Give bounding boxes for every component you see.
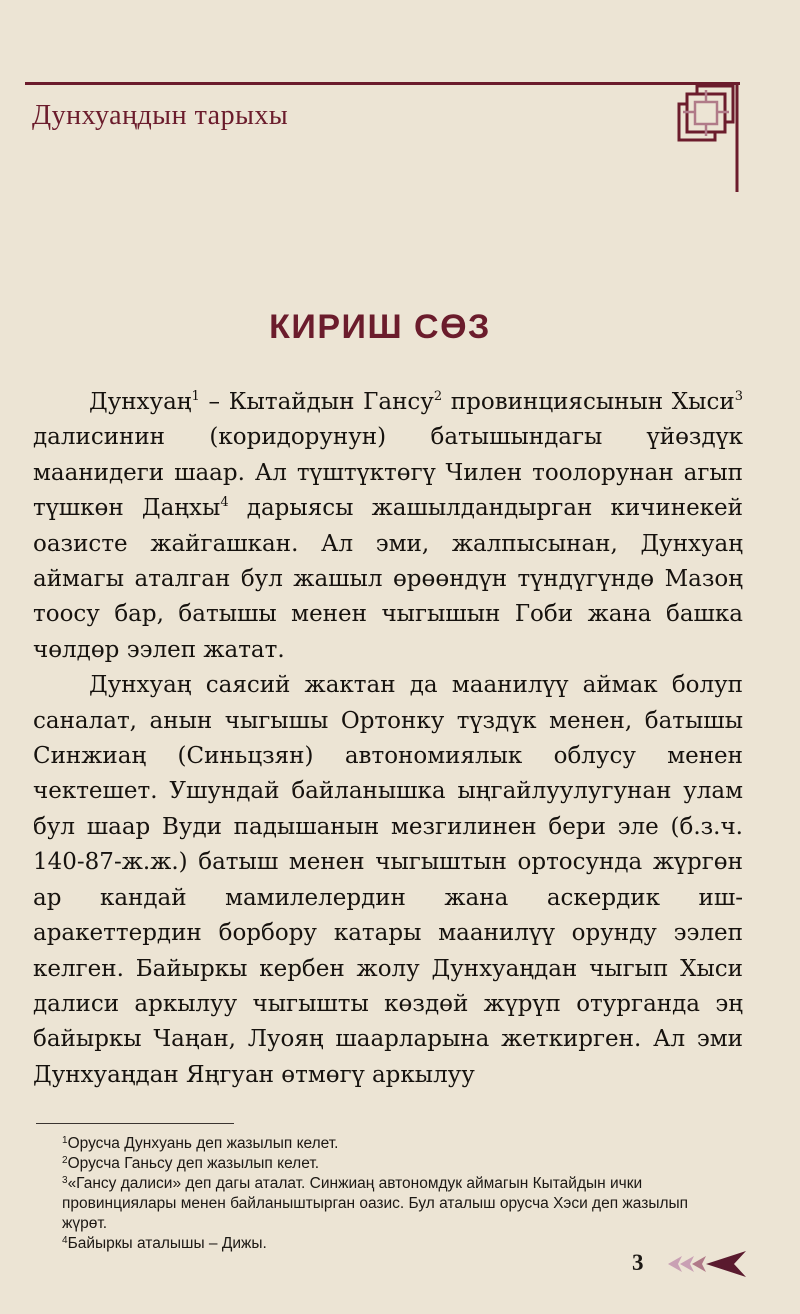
body-text (33, 385, 743, 1093)
footnote-ref-2: 2 (433, 389, 443, 404)
decorative-arrows-icon (658, 1250, 750, 1278)
paragraph-1: Дунхуаң$^1$ – Кытайдын Гансу$^2$ провинциясынын Хыси$^3$ далисинин (коридорунун) батышындагы үйөздүк маанидеги шаар. Ал түштүктөгү Чилен тоолорунан агып түшкөн Даңхы$^4$ дарыясы жашылдандырган кичинекей оазисте жайгашкан. Ал эми, жалпысынан, Дунхуаң аймагы аталган бул жашыл өрөөндүн түндүгүндө Мазоң тоосу бар, батышы менен чыгышын Гоби жана башка чөлдөр ээлеп жатат. (33, 389, 743, 663)
footnote-4: $^4$Байыркы аталышы – Дижы. (62, 1235, 267, 1252)
decorative-knot-ornament-icon (675, 82, 745, 192)
paragraph-2: Дунхуаң саясий жактан да маанилүү аймак болуп саналат, анын чыгышы Ортонку түздүк менен, батышы Синжиаң (Синьцзян) автономиялык облусу менен чектешет. Ушундай байланышка ыңгайлуулугунан улам бул шаар Вуди падышанын мезгилинен бери эле (б.з.ч. 140-87-ж.ж.) батыш менен чыгыштын ортосунда жүргөн ар кандай мамилелердин жана аскердик иш-аракеттердин борбору катары маанилүү орунду ээлеп келген. Байыркы кербен жолу Дунхуаңдан чыгып Хыси далиси аркылуу чыгышты көздөй жүрүп отурганда эң байыркы Чаңан, Луояң шаарларына жеткирген. Ал эми Дунхуаңдан Яңгуан өтмөгү аркылуу (33, 672, 743, 1088)
footnote-3: $^3$«Гансу далиси» деп дагы аталат. Синжиаң автономдук аймагын Кытайдын ички провинциялары менен байланыштырган оазис. Бул аталыш орусча Хэси деп жазылып жүрөт. (62, 1175, 689, 1232)
footnote-ref-3: 3 (734, 389, 743, 404)
page-number: 3 (632, 1250, 644, 1275)
footnote-ref-1: 1 (191, 389, 200, 404)
header-rule (25, 82, 740, 85)
chapter-title: КИРИШ СӨЗ (269, 308, 491, 346)
footnote-2: $^2$Орусча Ганьсу деп жазылып келет. (62, 1155, 320, 1172)
footnote-divider (36, 1123, 234, 1124)
footnotes (62, 1134, 702, 1254)
footnote-ref-4: 4 (220, 495, 229, 511)
running-header-title: Дунхуаңдын тарыхы (32, 100, 289, 131)
footnote-1: $^1$Орусча Дунхуань деп жазылып келет. (62, 1135, 339, 1152)
